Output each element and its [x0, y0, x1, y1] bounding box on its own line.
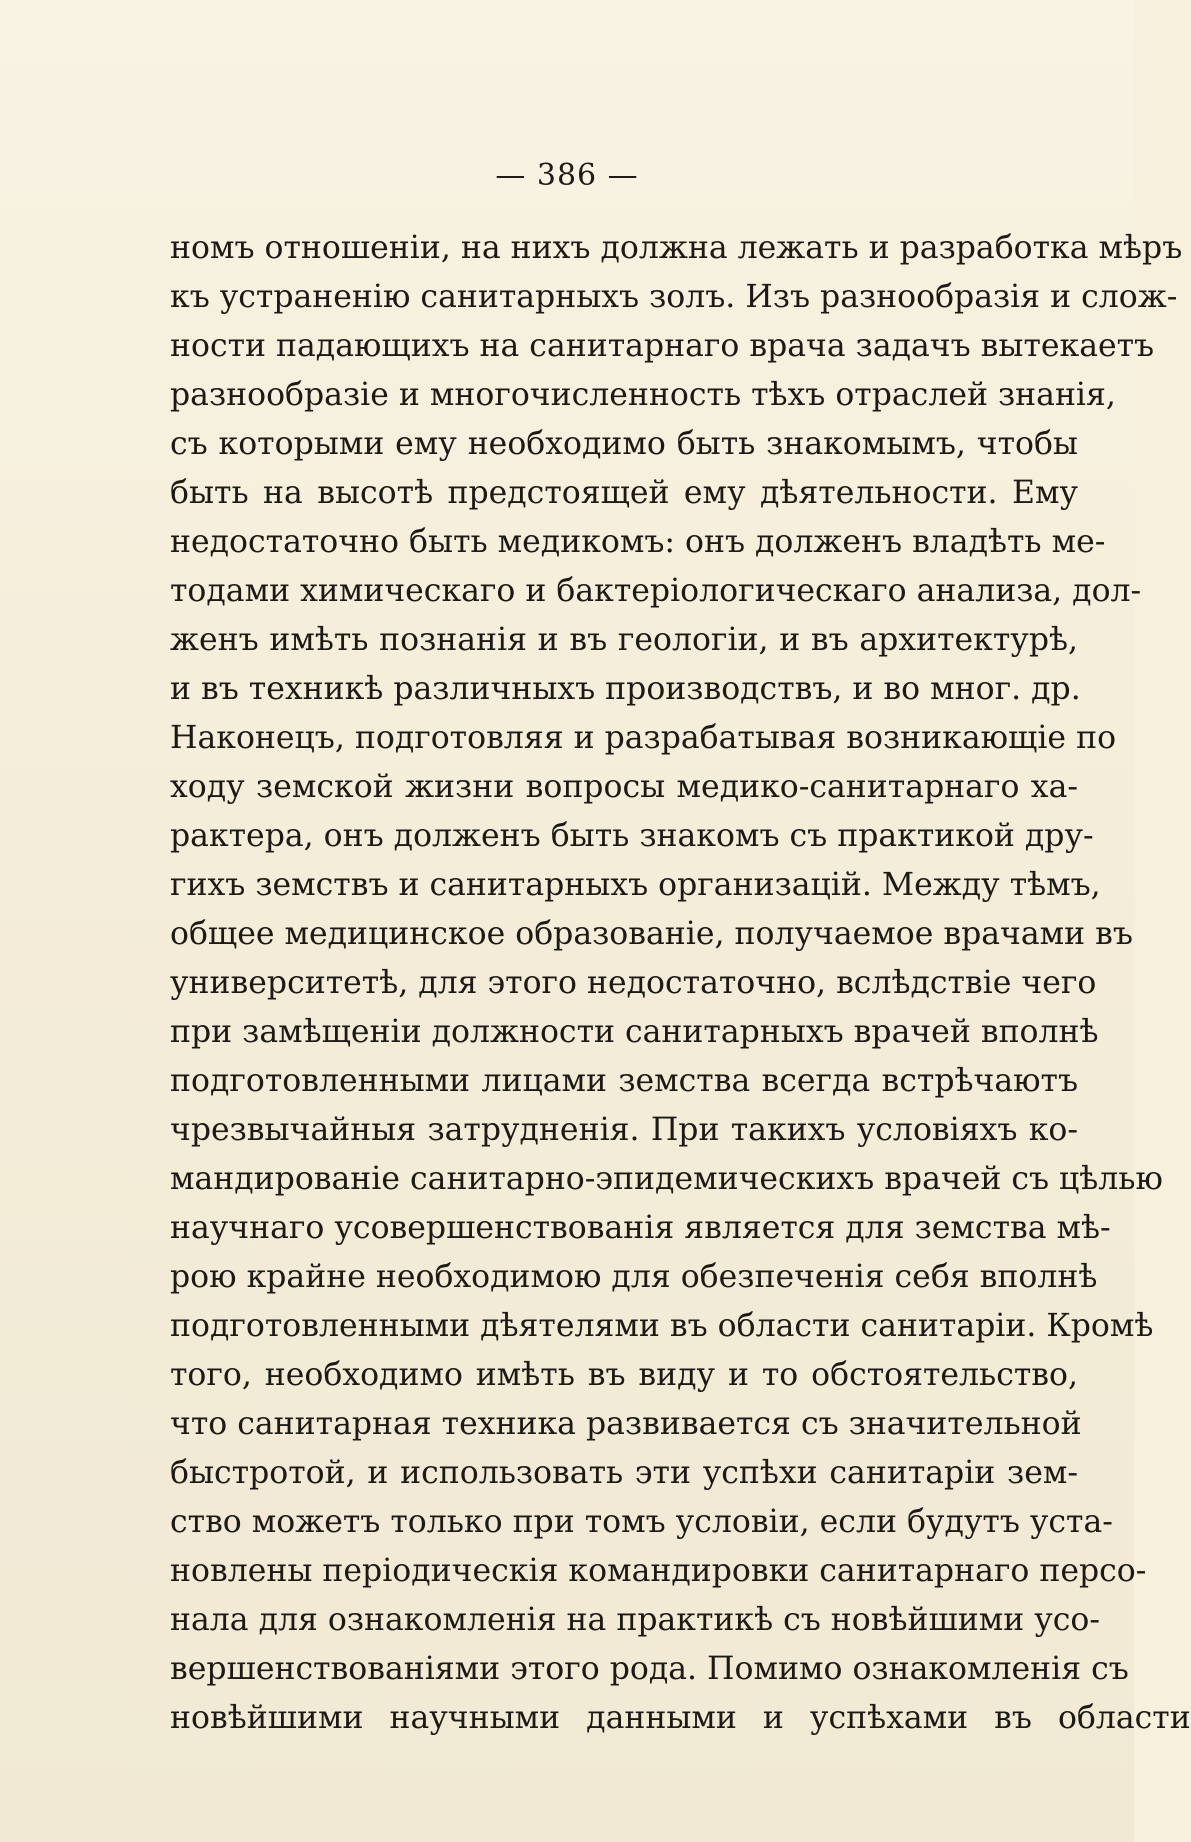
text-line: что санитарная техника развивается съ значительной: [170, 1406, 1082, 1442]
body-text: [170, 224, 1191, 1743]
text-line: нала для ознакомленія на практикѣ съ новѣйшими усо-: [170, 1602, 1101, 1638]
text-line: новлены періодическія командировки санитарнаго персо-: [170, 1553, 1147, 1589]
text-line: къ устраненію санитарныхъ золъ. Изъ разнообразія и слож-: [170, 279, 1178, 315]
text-line: недостаточно быть медикомъ: онъ долженъ владѣть ме-: [170, 524, 1106, 560]
text-line: тодами химическаго и бактеріологическаго анализа, дол-: [170, 573, 1142, 609]
text-line: ходу земской жизни вопросы медико-санитарнаго ха-: [170, 769, 1078, 805]
text-line: подготовленными лицами земства всегда встрѣчаютъ: [170, 1063, 1078, 1099]
text-line: вершенствованіями этого рода. Помимо ознакомленія съ: [170, 1651, 1129, 1687]
text-line: гихъ земствъ и санитарныхъ организацій. Между тѣмъ,: [170, 867, 1101, 903]
text-line: при замѣщеніи должности санитарныхъ врачей вполнѣ: [170, 1014, 1099, 1050]
text-line: разнообразіе и многочисленность тѣхъ отраслей знанія,: [170, 377, 1116, 413]
text-line: университетѣ, для этого недостаточно, вслѣдствіе чего: [170, 965, 1097, 1001]
text-line: рою крайне необходимою для обезпеченія себя вполнѣ: [170, 1259, 1098, 1295]
text-line: съ которыми ему необходимо быть знакомымъ, чтобы: [170, 426, 1078, 462]
text-line: мандированіе санитарно-эпидемическихъ врачей съ цѣлью: [170, 1161, 1163, 1197]
text-line: ство можетъ только при томъ условіи, если будутъ уста-: [170, 1504, 1113, 1540]
text-line: научнаго усовершенствованія является для земства мѣ-: [170, 1210, 1111, 1246]
text-line: женъ имѣть познанія и въ геологіи, и въ архитектурѣ,: [170, 622, 1078, 658]
text-line: ности падающихъ на санитарнаго врача задачъ вытекаетъ: [170, 328, 1155, 364]
text-line: быстротой, и использовать эти успѣхи санитаріи зем-: [170, 1455, 1078, 1491]
page-number: — 386 —: [495, 158, 639, 193]
text-line: общее медицинское образованіе, получаемое врачами въ: [170, 916, 1133, 952]
text-line: чрезвычайныя затрудненія. При такихъ условіяхъ ко-: [170, 1112, 1078, 1148]
text-line: быть на высотѣ предстоящей ему дѣятельности. Ему: [170, 475, 1078, 511]
text-line: того, необходимо имѣть въ виду и то обстоятельство,: [170, 1357, 1078, 1393]
text-line: подготовленными дѣятелями въ области санитаріи. Кромѣ: [170, 1308, 1154, 1344]
text-line: новѣйшими научными данными и успѣхами въ области: [170, 1700, 1191, 1736]
text-line: рактера, онъ долженъ быть знакомъ съ практикой дру-: [170, 818, 1094, 854]
text-line: и въ техникѣ различныхъ производствъ, и во мног. др.: [170, 671, 1081, 707]
text-line: номъ отношеніи, на нихъ должна лежать и разработка мѣръ: [170, 230, 1183, 266]
text-line: Наконецъ, подготовляя и разрабатывая возникающіе по: [170, 720, 1117, 756]
